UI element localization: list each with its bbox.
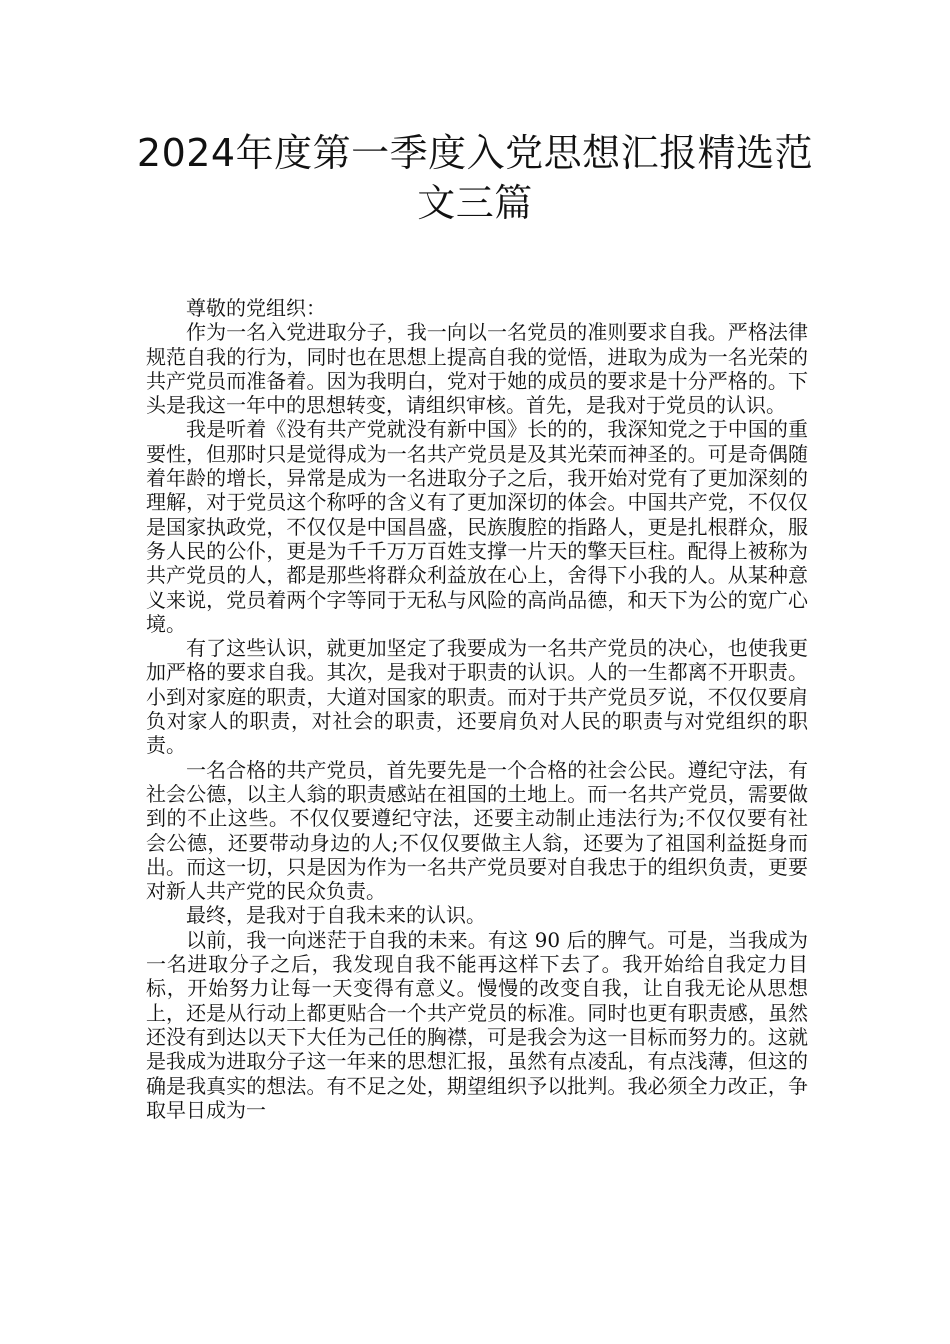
salutation: 尊敬的党组织： <box>186 296 326 320</box>
document-body <box>146 296 808 1122</box>
document-title: 2024年度第一季度入党思想汇报精选范文三篇 <box>136 131 814 225</box>
paragraph-5: 最终，是我对于自我未来的认识。 <box>186 903 486 928</box>
paragraph-4: 一名合格的共产党员，首先要先是一个合格的社会公民。遵纪守法，有社会公德，以主人翁的职责感站在祖国的土地上。而一名共产党员，需要做到的不止这些。不仅仅要遵纪守法，还要主动制止违法行为;不仅仅要有社会公德，还要带动身边的人;不仅仅要做主人翁，还要为了祖国利益挺身而出。而这一切，只是因为作为一名共产党员要对自我忠于的组织负责，更要对新人共产党的民众负责。 <box>146 757 808 904</box>
paragraph-3: 有了这些认识，就更加坚定了我要成为一名共产党员的决心，也使我更加严格的要求自我。其次，是我对于职责的认识。人的一生都离不开职责。小到对家庭的职责，大道对国家的职责。而对于共产党员歹说，不仅仅要肩负对家人的职责，对社会的职责，还要肩负对人民的职责与对党组织的职责。 <box>146 636 808 758</box>
paragraph-6: 以前，我一向迷茫于自我的未来。有这 90 后的脾气。可是，当我成为一名进取分子之后，我发现自我不能再这样下去了。我开始给自我定力目标，开始努力让每一天变得有意义。慢慢的改变自我，让自我无论从思想上，还是从行动上都更贴合一个共产党员的标准。同时也更有职责感，虽然还没有到达以天下大任为己任的胸襟，可是我会为这一目标而努力的。这就是我成为进取分子这一年来的思想汇报，虽然有点凌乱，有点浅薄，但这的确是我真实的想法。有不足之处，期望组织予以批判。我必须全力改正，争取早日成为一 <box>146 927 808 1122</box>
paragraph-2: 我是听着《没有共产党就没有新中国》长的的，我深知党之于中国的重要性，但那时只是觉得成为一名共产党员是及其光荣而神圣的。可是奇偶随着年龄的增长，异常是成为一名进取分子之后，我开始对党有了更加深刻的理解，对于党员这个称呼的含义有了更加深切的体会。中国共产党，不仅仅是国家执政党，不仅仅是中国昌盛，民族腹腔的指路人，更是扎根群众，服务人民的公仆，更是为千千万万百姓支撑一片天的擎天巨柱。配得上被称为共产党员的人，都是那些将群众利益放在心上，舍得下小我的人。从某种意义来说，党员着两个字等同于无私与风险的高尚品德，和天下为公的宽广心境。 <box>146 417 808 636</box>
paragraph-1: 作为一名入党进取分子，我一向以一名党员的准则要求自我。严格法律规范自我的行为，同时也在思想上提高自我的觉悟，进取为成为一名光荣的共产党员而准备着。因为我明白，党对于她的成员的要求是十分严格的。下头是我这一年中的思想转变，请组织审核。首先，是我对于党员的认识。 <box>146 320 808 418</box>
